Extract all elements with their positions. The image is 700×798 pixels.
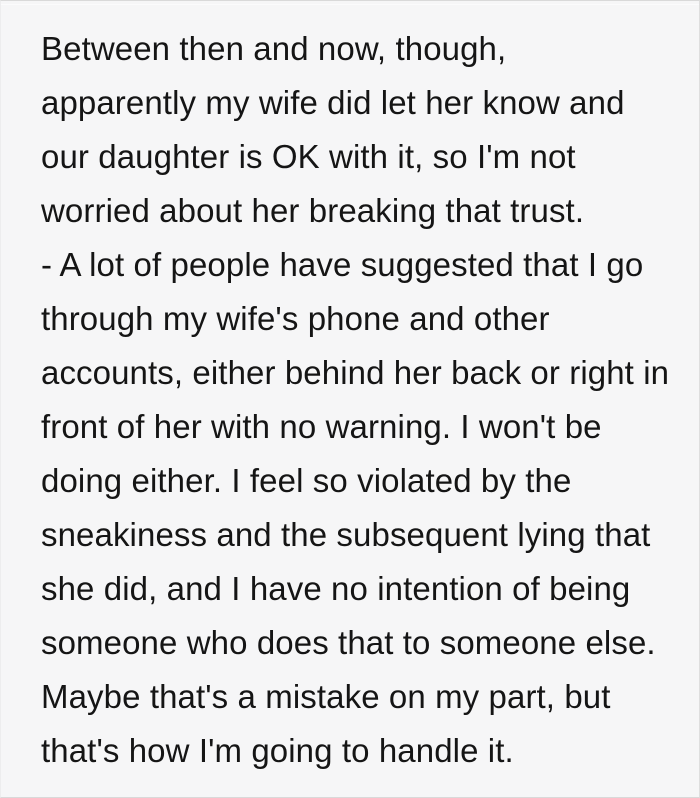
text-line: our daughter is OK with it, so I'm not bbox=[41, 138, 576, 175]
text-line: she did, and I have no intention of being bbox=[41, 570, 631, 607]
post-body-text bbox=[1, 1, 699, 778]
text-line: worried about her breaking that trust. bbox=[41, 192, 585, 229]
text-line: - A lot of people have suggested that I go bbox=[41, 246, 644, 283]
text-line: Maybe that's a mistake on my part, but bbox=[41, 678, 611, 715]
screenshot-seam-divider bbox=[1, 4, 699, 5]
text-line: Between then and now, though, bbox=[41, 30, 507, 67]
text-line: apparently my wife did let her know and bbox=[41, 84, 625, 121]
text-line: doing either. I feel so violated by the bbox=[41, 462, 572, 499]
text-line: someone who does that to someone else. bbox=[41, 624, 656, 661]
text-line: accounts, either behind her back or right in bbox=[41, 354, 670, 391]
text-line: sneakiness and the subsequent lying that bbox=[41, 516, 651, 553]
text-line: through my wife's phone and other bbox=[41, 300, 550, 337]
text-line: that's how I'm going to handle it. bbox=[41, 732, 514, 769]
text-line: front of her with no warning. I won't be bbox=[41, 408, 602, 445]
